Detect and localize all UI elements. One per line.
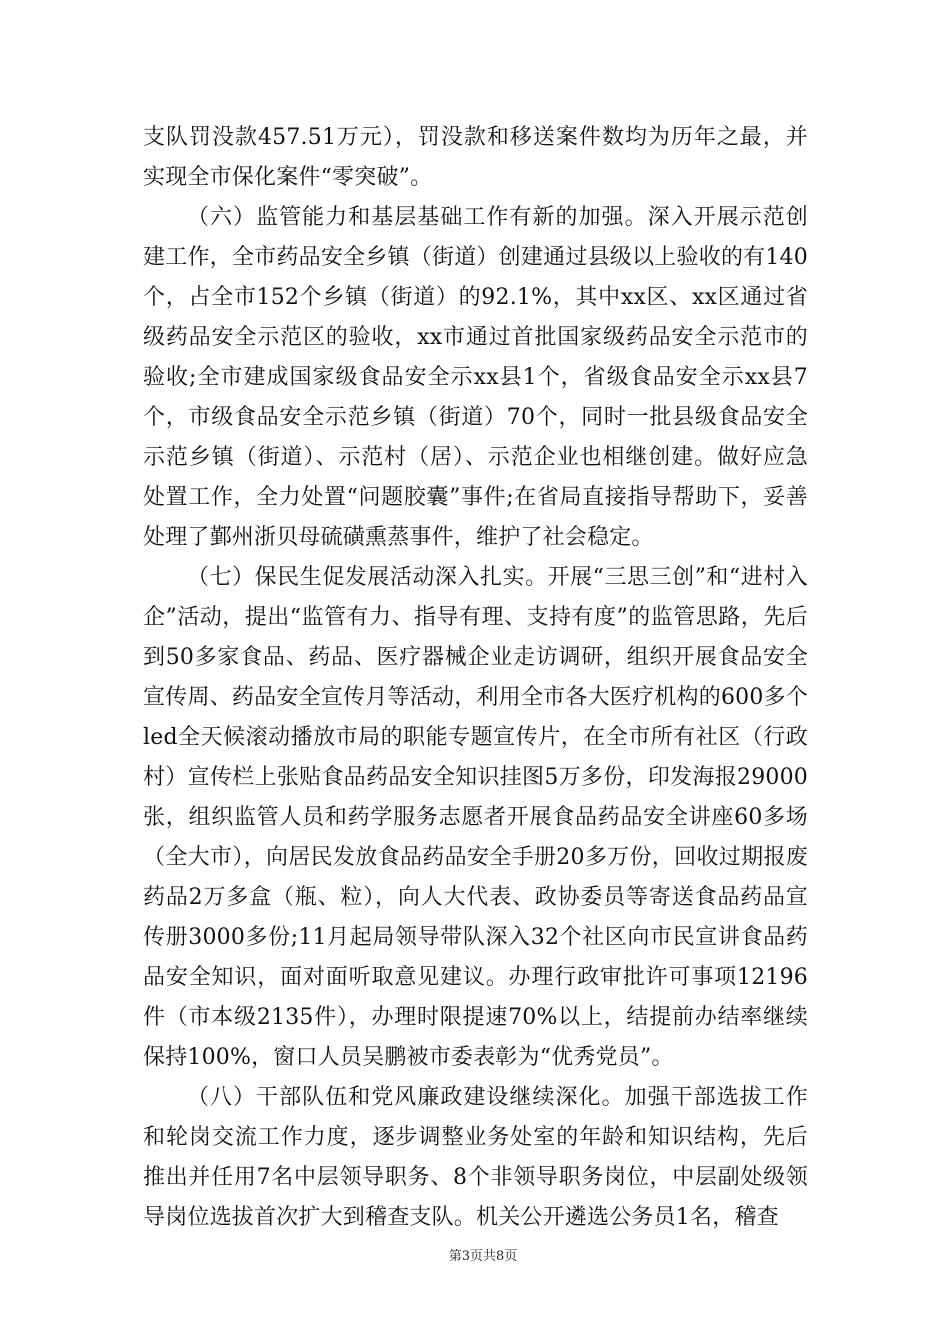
paragraph-eight: （八）干部队伍和党风廉政建设继续深化。加强干部选拔工作和轮岗交流工作力度，逐步调整业务处室的年龄和知识结构，先后推出并任用7名中层领导职务、8个非领导职务岗位，中层副处级领导岗位选拔首次扩大到稽查支队。机关公开遴选公务员1名，稽查 (143, 1085, 808, 1230)
page-number-label: 第3页共8页 (448, 1249, 518, 1264)
paragraph-seven: （七）保民生促发展活动深入扎实。开展“三思三创”和“进村入企”活动，提出“监管有力、指导有理、支持有度”的监管思路，先后到50多家食品、药品、医疗器械企业走访调研，组织开展食品安全宣传周、药品安全宣传月等活动，利用全市各大医疗机构的600多个led全天候滚动播放市局的职能专题宣传片，在全市所有社区（行政村）宣传栏上张贴食品药品安全知识挂图5万多份，印发海报29000张，组织监管人员和药学服务志愿者开展食品药品安全讲座60多场（全大市），向居民发放食品药品安全手册20多万份，回收过期报废药品2万多盒（瓶、粒），向人大代表、政协委员等寄送食品药品宣传册3000多份;11月起局领导带队深入32个社区向市民宣讲食品药品安全知识，面对面听取意见建议。办理行政审批许可事项12196件（市本级2135件），办理时限提速70%以上，结提前办结率继续保持100%，窗口人员吴鹏被市委表彰为“优秀党员”。 (143, 565, 808, 1070)
document-body (143, 118, 808, 1238)
paragraph-six: （六）监管能力和基层基础工作有新的加强。深入开展示范创建工作，全市药品安全乡镇（街道）创建通过县级以上验收的有140个，占全市152个乡镇（街道）的92.1%，其中xx区、xx区通过省级药品安全示范区的验收，xx市通过首批国家级药品安全示范市的验收;全市建成国家级食品安全示xx县1个，省级食品安全示xx县7个，市级食品安全示范乡镇（街道）70个，同时一批县级食品安全示范乡镇（街道）、示范村（居）、示范企业也相继创建。做好应急处置工作，全力处置“问题胶囊”事件;在省局直接指导帮助下，妥善处理了鄞州浙贝母硫磺熏蒸事件，维护了社会稳定。 (143, 205, 808, 550)
page-footer (0, 1248, 950, 1266)
paragraph-continued: 支队罚没款457.51万元），罚没款和移送案件数均为历年之最，并实现全市保化案件“零突破”。 (143, 125, 808, 190)
